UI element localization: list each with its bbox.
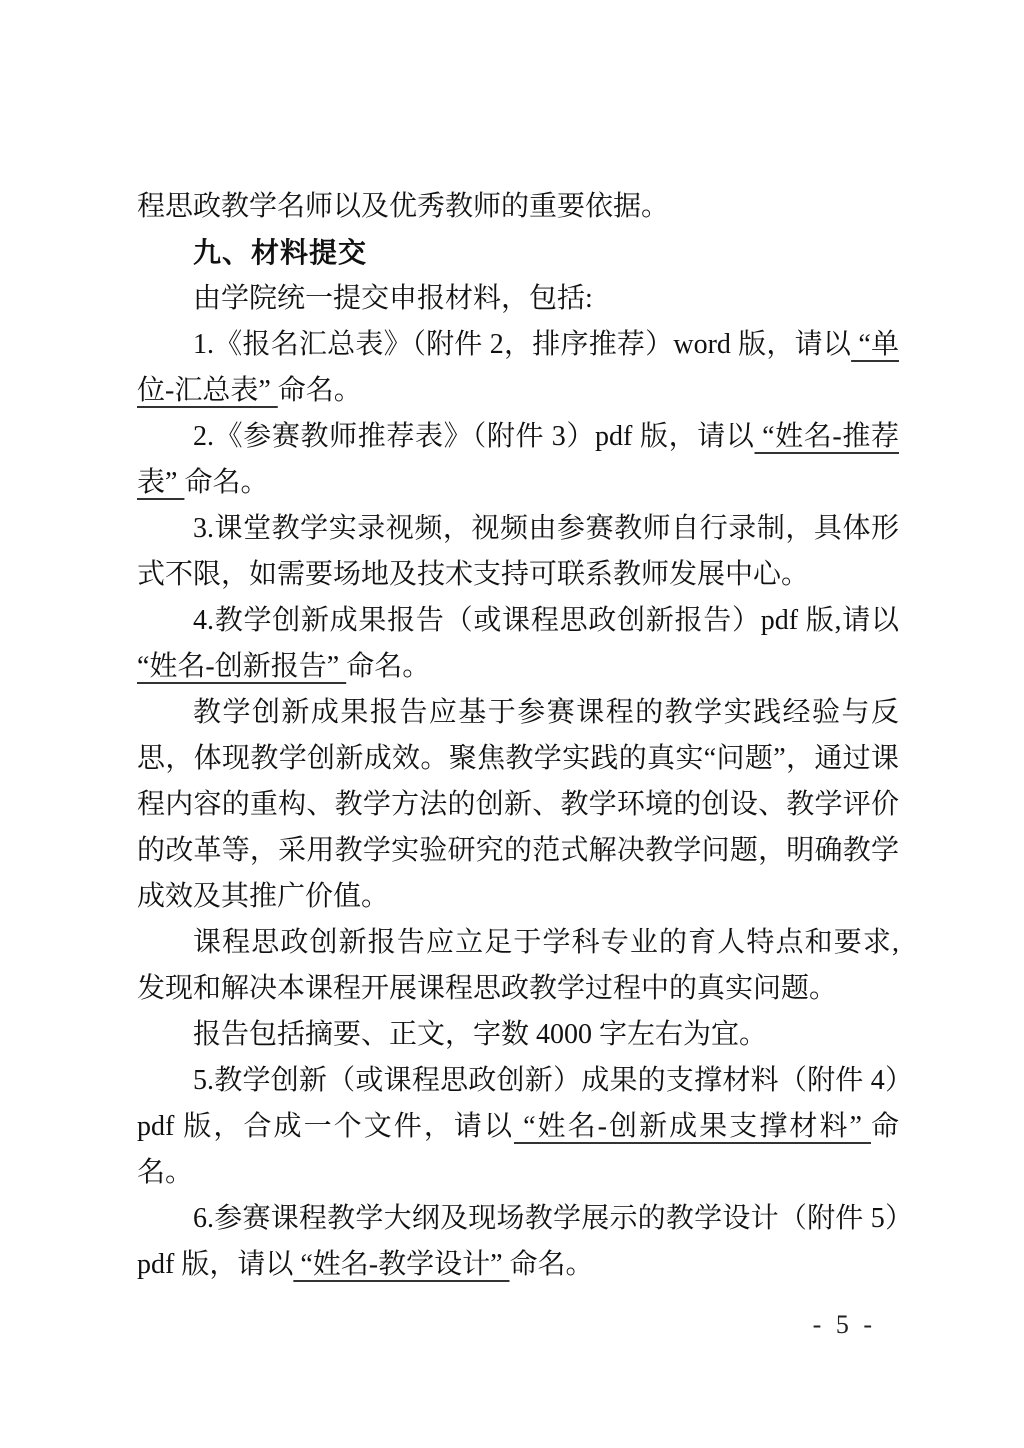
list-item-3 — [137, 506, 899, 598]
underlined-filename: “单位-汇总表” — [137, 329, 899, 406]
heading-text: 九、材料提交 — [193, 237, 368, 268]
paragraph-report-length — [137, 1012, 899, 1058]
section-heading — [137, 230, 899, 276]
text-run: 教学创新成果报告应基于参赛课程的教学实践经验与反思，体现教学创新成效。聚焦教学实践的真实“问题”，通过课程内容的重构、教学方法的创新、教学环境的创设、教学评价的改革等，采用教学实验研究的范式解决教学问题，明确教学成效及其推广价值。 — [137, 697, 899, 912]
text-run: 4.教学创新成果报告（或课程思政创新报告）pdf 版,请以 — [193, 605, 899, 636]
text-run: 5.教学创新（或课程思政创新）成果的支撑材料（附件 4）pdf 版，合成一个文件，请以 — [137, 1065, 899, 1142]
text-run: 命名。 — [184, 467, 269, 498]
text-run: 6.参赛课程教学大纲及现场教学展示的教学设计（附件 5）pdf 版，请以 — [137, 1203, 899, 1280]
text-run: 命名。 — [509, 1249, 594, 1280]
underlined-filename: “姓名-推荐表” — [137, 421, 899, 498]
text-run: 2.《参赛教师推荐表》（附件 3）pdf 版，请以 — [193, 421, 755, 452]
paragraph-innovation-report — [137, 690, 899, 920]
page-number: - 5 - — [812, 1310, 876, 1339]
list-item-5 — [137, 1058, 899, 1196]
text-run: 课程思政创新报告应立足于学科专业的育人特点和要求,发现和解决本课程开展课程思政教学过程中的真实问题。 — [137, 927, 899, 1004]
text-run: 报告包括摘要、正文，字数 4000 字左右为宜。 — [193, 1019, 768, 1050]
text-run: 由学院统一提交申报材料，包括: — [193, 283, 593, 314]
text-run: 命名。 — [277, 375, 362, 406]
paragraph-continuation — [137, 184, 899, 230]
text-run: 3.课堂教学实录视频，视频由参赛教师自行录制，具体形式不限，如需要场地及技术支持可联系教师发展中心。 — [137, 513, 899, 590]
text-run: 1.《报名汇总表》（附件 2，排序推荐）word 版，请以 — [193, 329, 852, 360]
text-run: 命名。 — [346, 651, 431, 682]
list-item-4 — [137, 598, 899, 690]
underlined-filename: “姓名-创新报告” — [137, 651, 347, 682]
paragraph-sizheng-report — [137, 920, 899, 1012]
underlined-filename: “姓名-教学设计” — [293, 1249, 510, 1280]
document-body — [137, 184, 899, 1288]
text-run: 命名。 — [137, 1111, 900, 1188]
list-item-2 — [137, 414, 899, 506]
list-item-1 — [137, 322, 899, 414]
paragraph-intro — [137, 276, 899, 322]
text-run: 程思政教学名师以及优秀教师的重要依据。 — [137, 191, 670, 222]
underlined-filename: “姓名-创新成果支撑材料” — [514, 1111, 871, 1142]
list-item-6 — [137, 1196, 899, 1288]
